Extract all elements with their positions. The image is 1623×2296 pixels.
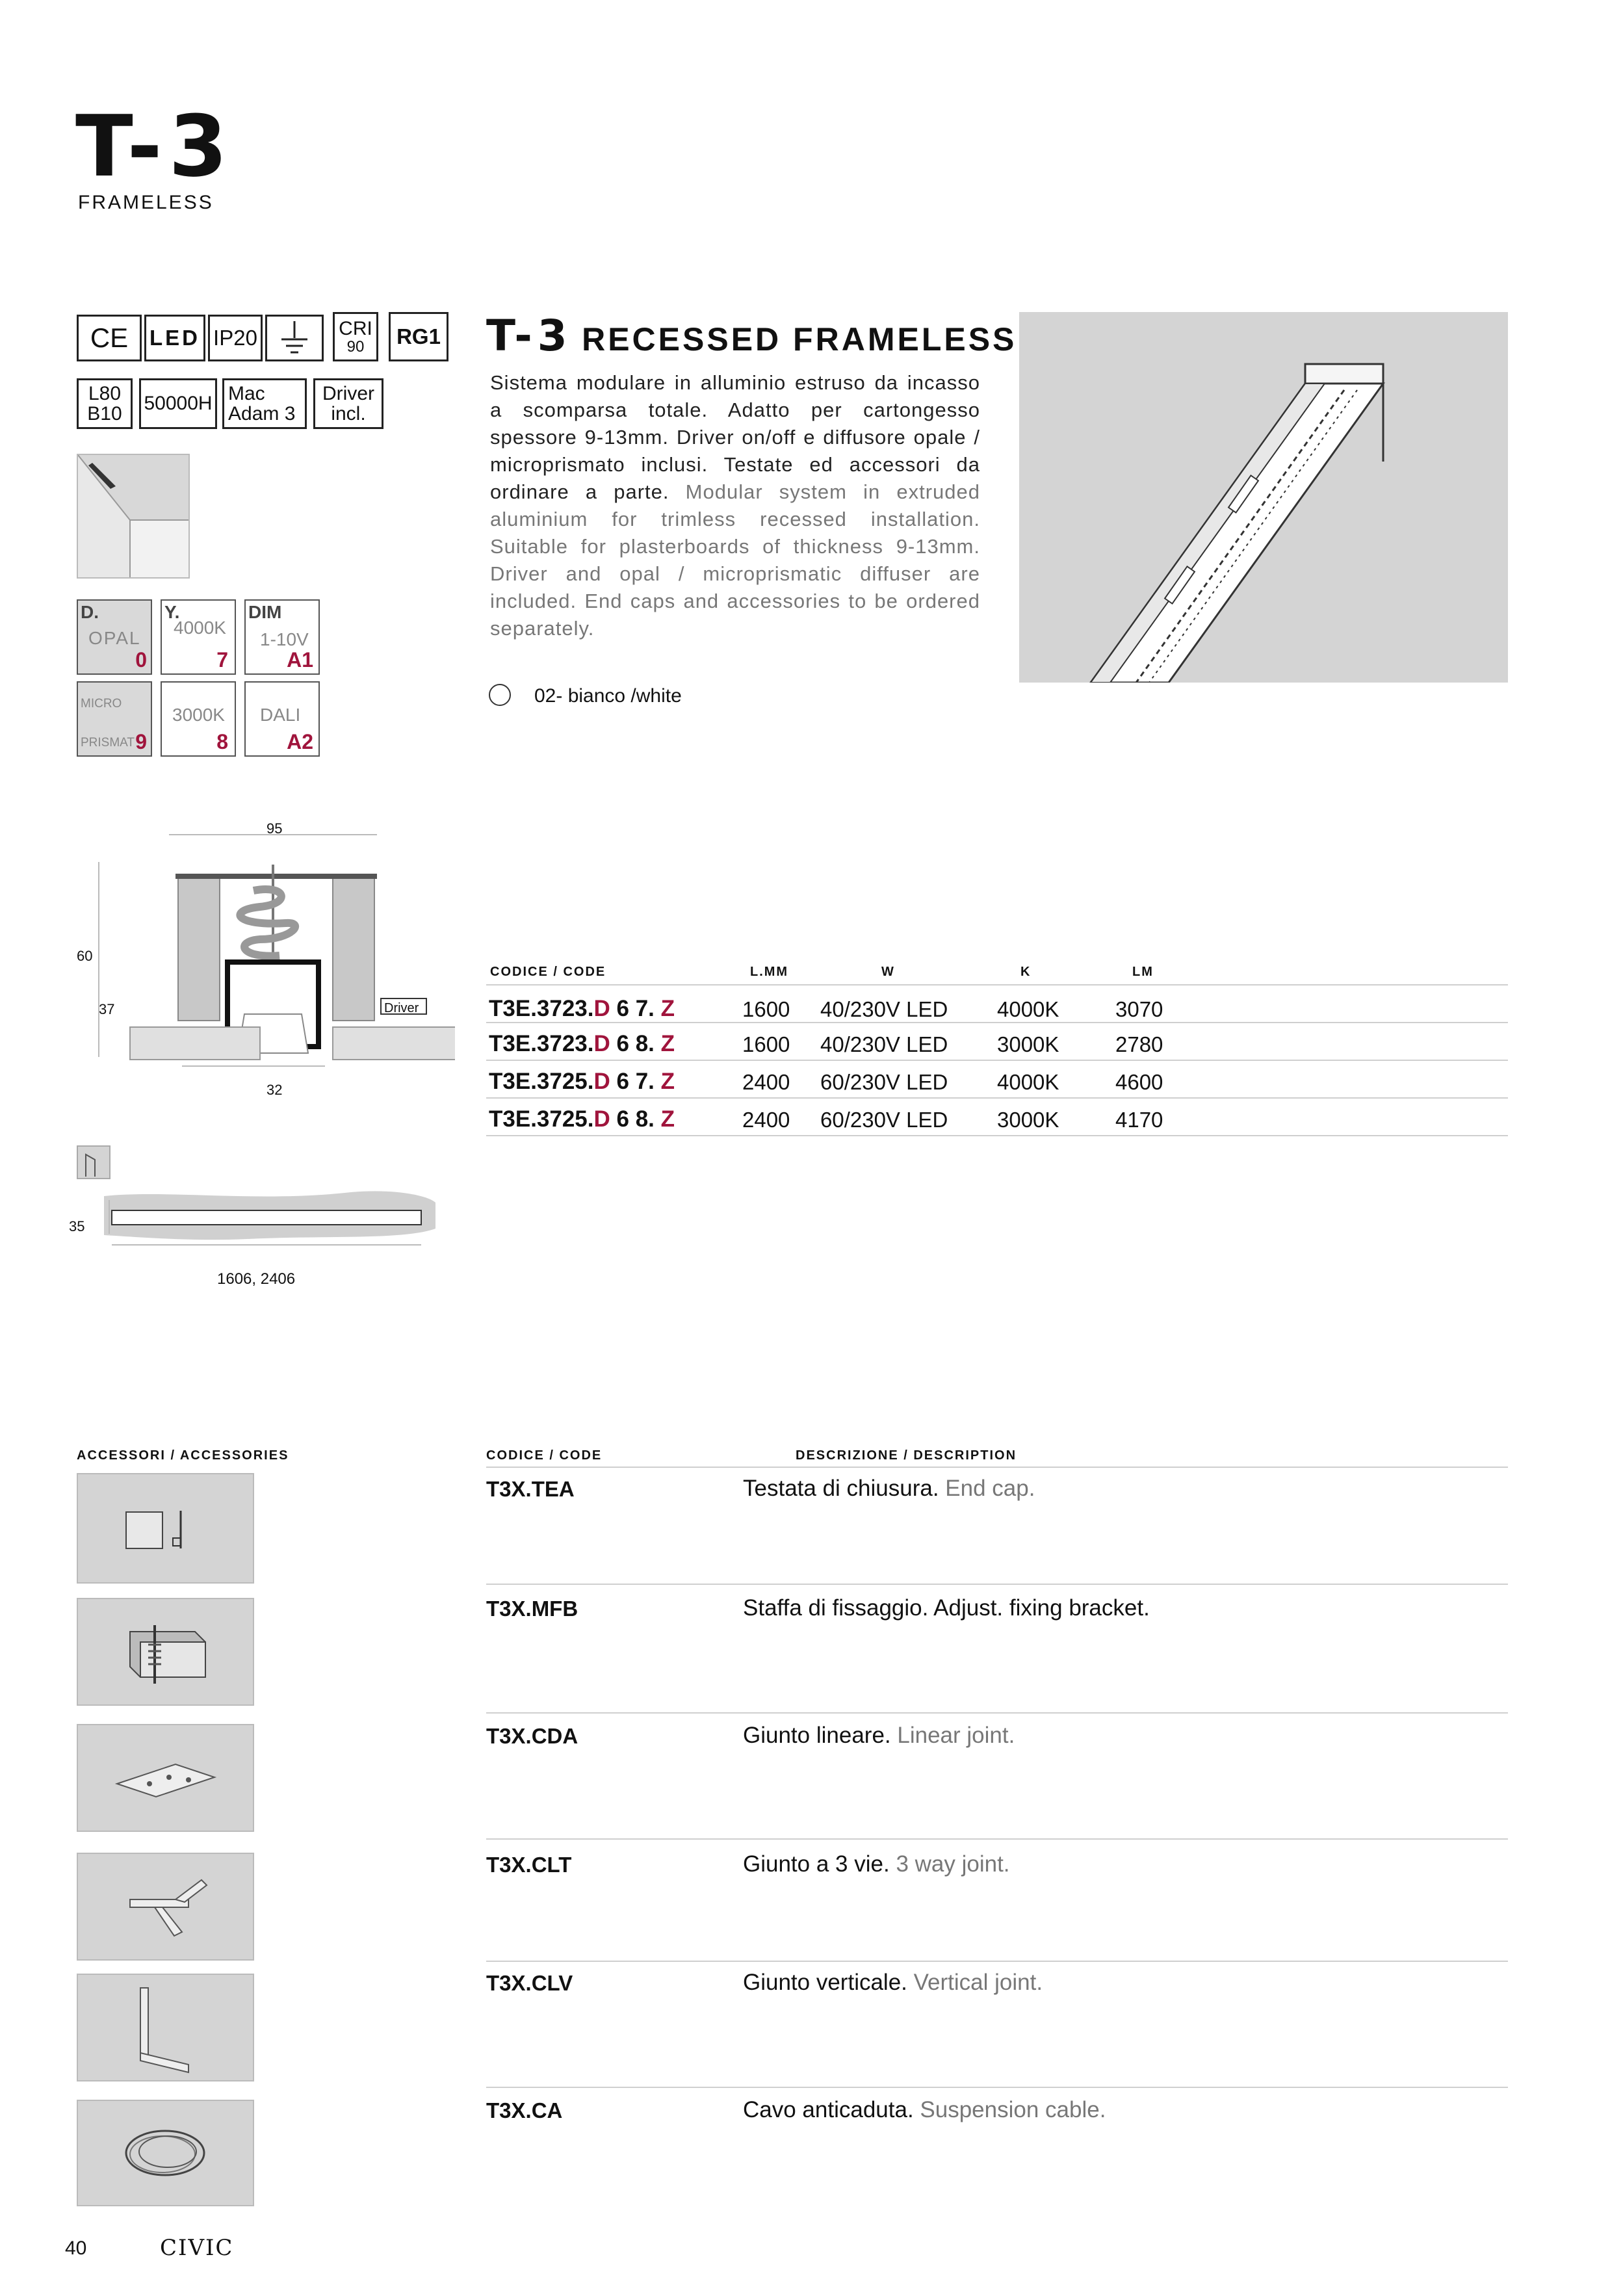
product-code: [489, 1069, 675, 1095]
length-cell: 1600: [742, 1032, 790, 1056]
accessory-description: [743, 1970, 1043, 1996]
option-label: 1-10V: [260, 629, 309, 649]
rg-rating: RG1: [389, 312, 448, 361]
accessories-rule: [486, 1584, 1508, 1585]
l80-label: L80: [88, 382, 122, 404]
section-drawing: [65, 813, 455, 1105]
accessory-image-linear-joint: [77, 1724, 254, 1832]
accessory-image-fixing-bracket: [77, 1598, 254, 1706]
accessory-image-3-way-joint: [77, 1853, 254, 1961]
accessory-description: [743, 1476, 1035, 1502]
driver-label: Driver: [384, 1001, 419, 1015]
accessory-description: [743, 1595, 1150, 1621]
watt-cell: 60/230V LED: [820, 1108, 948, 1132]
option-code: 0: [135, 648, 147, 672]
accessory-code: T3X.CLV: [486, 1971, 573, 1995]
product-photo: [1019, 312, 1508, 683]
desc-en: 3 way joint.: [896, 1851, 1010, 1877]
table-rule: [486, 1097, 1508, 1099]
kelvin-cell: 4000K: [997, 997, 1059, 1021]
code-z: Z: [660, 1069, 675, 1094]
mac-label: Mac: [228, 382, 265, 404]
table-rule: [486, 984, 1508, 985]
installation-icon: [77, 454, 190, 579]
accessory-code: T3X.TEA: [486, 1477, 575, 1501]
accessories-code-header: CODICE / CODE: [486, 1448, 603, 1463]
option-head: Y.: [164, 602, 180, 622]
code-base: T3E.3725.: [489, 1069, 594, 1094]
lumen-cell: 2780: [1115, 1032, 1163, 1056]
length-drawing: [91, 1183, 442, 1248]
incl-label: incl.: [331, 403, 366, 424]
watt-cell: 40/230V LED: [820, 997, 948, 1021]
code-z: Z: [660, 1031, 675, 1056]
product-code: [489, 1031, 675, 1057]
dim-lengths: 1606, 2406: [217, 1270, 296, 1288]
accessory-description: [743, 1851, 1010, 1877]
option-label: DALI: [260, 705, 301, 725]
length-cell: 2400: [742, 1108, 790, 1132]
table-header-watt: W: [881, 965, 895, 979]
accessories-header: ACCESSORI / ACCESSORIES: [77, 1448, 289, 1463]
code-z: Z: [660, 1106, 675, 1132]
option-head: DIM: [248, 602, 282, 622]
desc-en: Vertical joint.: [913, 1970, 1043, 1995]
profile-icon: [77, 1145, 110, 1179]
dim-inner-height: 37: [99, 1001, 115, 1017]
code-mid: 6 7.: [610, 1069, 661, 1094]
color-swatch-icon: [489, 684, 511, 706]
accessories-desc-header: DESCRIZIONE / DESCRIPTION: [796, 1448, 1017, 1463]
option-label: 3000K: [172, 705, 225, 725]
ip-rating: IP20: [208, 315, 263, 361]
accessories-rule: [486, 1961, 1508, 1962]
accessories-rule: [486, 1712, 1508, 1714]
desc-it: Testata di chiusura.: [743, 1476, 939, 1501]
desc-it: Giunto a 3 vie.: [743, 1851, 890, 1877]
code-d: D: [593, 1106, 610, 1132]
desc-it: Staffa di fissaggio. Adjust. fixing bracket.: [743, 1595, 1150, 1621]
accessories-rule: [486, 1467, 1508, 1468]
code-mid: 6 8.: [610, 1031, 661, 1056]
code-d: D: [593, 996, 610, 1021]
accessory-description: [743, 2097, 1106, 2123]
length-cell: 2400: [742, 1070, 790, 1094]
brand-logo: CIVIC: [160, 2235, 234, 2261]
product-title-main: T-3: [486, 311, 573, 361]
kelvin-cell: 3000K: [997, 1032, 1059, 1056]
option-dim-dali: [244, 681, 320, 757]
mac-adam: [222, 378, 307, 429]
watt-cell: 60/230V LED: [820, 1070, 948, 1094]
desc-it: Cavo anticaduta.: [743, 2097, 914, 2122]
driver-label: Driver: [322, 382, 374, 404]
accessory-image-end-cap: [77, 1473, 254, 1584]
lifetime-l80: [77, 378, 133, 429]
option-label-line1: MICRO: [81, 697, 122, 711]
accessory-code: T3X.MFB: [486, 1597, 578, 1621]
code-base: T3E.3723.: [489, 1031, 594, 1056]
option-code: 9: [135, 730, 147, 753]
option-dim-1-10v: [244, 599, 320, 675]
option-code: A2: [287, 730, 313, 753]
code-d: D: [593, 1031, 610, 1056]
page-title: T-3: [75, 97, 234, 196]
table-rule: [486, 1060, 1508, 1061]
option-code: 7: [216, 648, 228, 672]
table-header-code: CODICE / CODE: [490, 965, 606, 979]
lifetime-hours: 50000H: [139, 378, 217, 429]
accessory-code: T3X.CA: [486, 2098, 563, 2122]
table-rule: [486, 1022, 1508, 1023]
ground-icon: [265, 315, 324, 361]
driver-included: [313, 378, 383, 429]
code-mid: 6 8.: [610, 1106, 661, 1132]
ce-mark: CE: [77, 315, 142, 361]
code-d: D: [593, 1069, 610, 1094]
table-header-length: L.MM: [750, 965, 789, 979]
product-title: [486, 311, 1017, 361]
kelvin-cell: 3000K: [997, 1108, 1059, 1132]
lumen-cell: 4170: [1115, 1108, 1163, 1132]
table-rule: [486, 1135, 1508, 1136]
cri-label: CRI: [339, 317, 372, 339]
dim-width: 95: [266, 820, 283, 837]
code-mid: 6 7.: [610, 996, 661, 1021]
accessory-description: [743, 1723, 1015, 1749]
led-mark: LED: [144, 315, 205, 361]
desc-en: Suspension cable.: [920, 2097, 1106, 2122]
table-header-kelvin: K: [1020, 965, 1032, 979]
accessories-rule: [486, 1838, 1508, 1840]
option-label-line2: PRISMAT: [81, 736, 135, 750]
desc-it: Giunto verticale.: [743, 1970, 907, 1995]
option-code: A1: [287, 648, 313, 672]
option-label: OPAL: [88, 628, 141, 648]
b10-label: B10: [87, 403, 122, 424]
accessory-image-suspension-cable: [77, 2100, 254, 2206]
kelvin-cell: 4000K: [997, 1070, 1059, 1094]
code-base: T3E.3725.: [489, 1106, 594, 1132]
option-label: 4000K: [174, 618, 226, 638]
description-it: Sistema modulare in alluminio estruso da incasso a scomparsa totale. Adatto per cartongesso spessore 9-13mm. Driver on/off e diffusore opale / microprismato inclusi. Testate ed accessori da ordinare a parte.: [490, 371, 980, 503]
lumen-cell: 4600: [1115, 1070, 1163, 1094]
code-base: T3E.3723.: [489, 996, 594, 1021]
option-diffuser-microprismatic: [77, 681, 152, 757]
page-number: 40: [65, 2237, 87, 2259]
accessory-image-vertical-joint: [77, 1974, 254, 2081]
option-color-3000k: [161, 681, 236, 757]
adam-label: Adam 3: [228, 403, 296, 424]
cri-value: 90: [346, 338, 365, 356]
desc-it: Giunto lineare.: [743, 1723, 891, 1748]
lumen-cell: 3070: [1115, 997, 1163, 1021]
product-title-sub: RECESSED FRAMELESS: [582, 321, 1017, 358]
description-en: Modular system in extruded aluminium for trimless recessed installation. Suitable for plasterboards of thickness 9-13mm. Driver and opal / microprismatic diffuser are included. End caps and accessories to be ordered separately.: [490, 480, 980, 640]
cri-rating: [333, 312, 378, 361]
color-label: 02- bianco /white: [534, 685, 682, 707]
length-cell: 1600: [742, 997, 790, 1021]
product-code: [489, 996, 675, 1022]
page-subtitle: FRAMELESS: [78, 192, 214, 213]
dim-height: 60: [77, 948, 93, 964]
dim-length-height: 35: [69, 1218, 85, 1234]
dim-bottom: 32: [266, 1082, 283, 1098]
option-diffuser-opal: [77, 599, 152, 675]
product-description: [490, 369, 980, 642]
table-header-lumen: LM: [1132, 965, 1154, 979]
desc-en: End cap.: [945, 1476, 1035, 1501]
product-code: [489, 1106, 675, 1132]
desc-en: Linear joint.: [897, 1723, 1015, 1748]
option-color-4000k: [161, 599, 236, 675]
watt-cell: 40/230V LED: [820, 1032, 948, 1056]
option-head: D.: [81, 602, 99, 622]
option-code: 8: [216, 730, 228, 753]
code-z: Z: [660, 996, 675, 1021]
accessory-code: T3X.CLT: [486, 1853, 572, 1877]
accessories-rule: [486, 2087, 1508, 2088]
accessory-code: T3X.CDA: [486, 1724, 578, 1748]
